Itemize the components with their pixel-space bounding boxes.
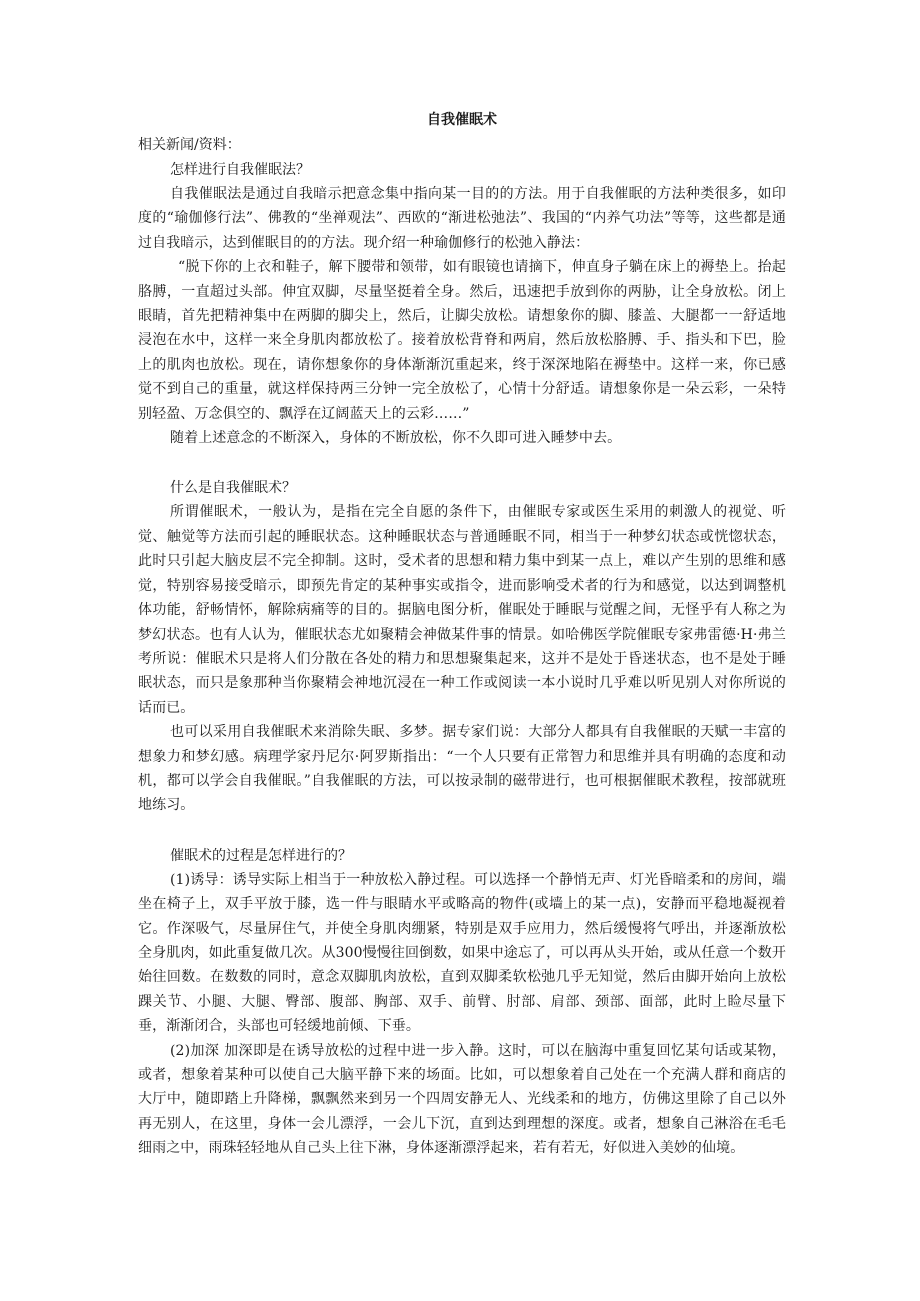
- section-heading: 什么是自我催眠术？: [170, 480, 296, 497]
- quote-paragraph: “脱下你的上衣和鞋子，解下腰带和领带，如有眼镜也请摘下，伸直身子躺在床上的褥垫上。抬起胳膊，一直超过头部。伸宜双脚，尽量坚挺着全身。然后，迅速把手放到你的两胁，让全身放松。闭上眼睛，首先把精神集中在两脚的脚尖上，然后，让脚尖放松。请想象你的脚、膝盖、大腿都一一舒适地浸泡在水中，这样一来全身肌肉都放松了。接着放松背脊和两肩，然后放松胳膊、手、指头和下巴，脸上的肌肉也放松。现在，请你想象你的身体渐渐沉重起来，终于深深地陷在褥垫中。这样一来，你已感觉不到自己的重量，就这样保持两三分钟一完全放松了，心情十分舒适。请想象你是一朵云彩，一朵特别轻盈、万念俱空的、飘浮在辽阔蓝天上的云彩……”: [138, 259, 786, 422]
- document-title: 自我催眠术: [427, 112, 497, 128]
- document-page: [138, 108, 786, 1161]
- paragraph: (1)诱导：诱导实际上相当于一种放松入静过程。可以选择一个静悄无声、灯光昏暗柔和的房间，端坐在椅子上，双手平放于膝，选一件与眼睛水平或略高的物件(或墙上的某一点)，安静而平稳地凝视着它。作深吸气，尽量屏住气，并使全身肌肉绷紧，特别是双手应用力，然后缓慢将气呼出，并逐渐放松全身肌肉，如此重复做几次。从300慢慢往回倒数，如果中途忘了，可以再从头开始，或从任意一个数开始往回数。在数数的同时，意念双脚肌肉放松，直到双脚柔软松弛几乎无知觉，然后由脚开始向上放松踝关节、小腿、大腿、臀部、腹部、胸部、双手、前臂、肘部、肩部、颈部、面部，此时上睑尽量下垂，渐渐闭合，头部也可轻缓地前倾、下垂。: [138, 871, 786, 1035]
- paragraph: 也可以采用自我催眠术来消除失眠、多梦。据专家们说：大部分人都具有自我催眠的天赋一丰富的想象力和梦幻感。病理学家丹尼尔·阿罗斯指出：“一个人只要有正常智力和思维并具有明确的态度和动机，都可以学会自我催眠。”自我催眠的方法，可以按录制的磁带进行，也可根据催眠术教程，按部就班地练习。: [138, 724, 786, 814]
- paragraph: (2)加深 加深即是在诱导放松的过程中进一步入静。这时，可以在脑海中重复回忆某句话或某物，或者，想象着某种可以使自己大脑平静下来的场面。比如，可以想象着自己处在一个充满人群和商店的大厅中，随即踏上升降梯，飘飘然来到另一个四周安静无人、光线柔和的地方，仿佛这里除了自己以外再无别人，在这里，身体一会儿漂浮，一会儿下沉，直到达到理想的深度。或者，想象自己淋浴在毛毛细雨之中，雨珠轻轻地从自己头上往下淋，身体逐渐漂浮起来，若有若无，好似进入美妙的仙境。: [138, 1042, 786, 1157]
- paragraph: 所谓催眠术，一般认为，是指在完全自愿的条件下，由催眠专家或医生采用的刺激人的视觉、听觉、触觉等方法而引起的睡眠状态。这种睡眠状态与普通睡眠不同，相当于一种梦幻状态或恍惚状态，此时只引起大脑皮层不完全抑制。这时，受术者的思想和精力集中到某一点上，难以产生别的思维和感觉，特别容易接受暗示，即预先肯定的某种事实或指令，进而影响受术者的行为和感觉，以达到调整机体功能，舒畅情怀，解除病痛等的目的。据脑电图分析，催眠处于睡眠与觉醒之间，无怪乎有人称之为梦幻状态。也有人认为，催眠状态尤如聚精会神做某件事的情景。如哈佛医学院催眠专家弗雷德·H·弗兰考所说：催眠术只是将人们分散在各处的精力和思想聚集起来，这并不是处于昏迷状态，也不是处于睡眠状态，而只是象那种当你聚精会神地沉浸在一种工作或阅读一本小说时几乎难以听见别人对你所说的话而已。: [138, 504, 786, 716]
- section-gap: [138, 450, 786, 474]
- paragraph: 随着上述意念的不断深入，身体的不断放松，你不久即可进入睡梦中去。: [170, 430, 622, 447]
- section-heading: 催眠术的过程是怎样进行的？: [170, 847, 352, 864]
- section-heading: 怎样进行自我催眠法？: [170, 162, 310, 178]
- source-label: 相关新闻/资料：: [138, 137, 241, 153]
- paragraph: 自我催眠法是通过自我暗示把意念集中指向某一目的的方法。用于自我催眠的方法种类很多，如印度的“瑜伽修行法”、佛教的“坐禅观法”、西欧的“渐进松弛法”、我国的“内养气功法”等等，这些都是通过自我暗示，达到催眠目的的方法。现介绍一种瑜伽修行的松弛入静法：: [138, 186, 786, 251]
- section-gap: [138, 818, 786, 842]
